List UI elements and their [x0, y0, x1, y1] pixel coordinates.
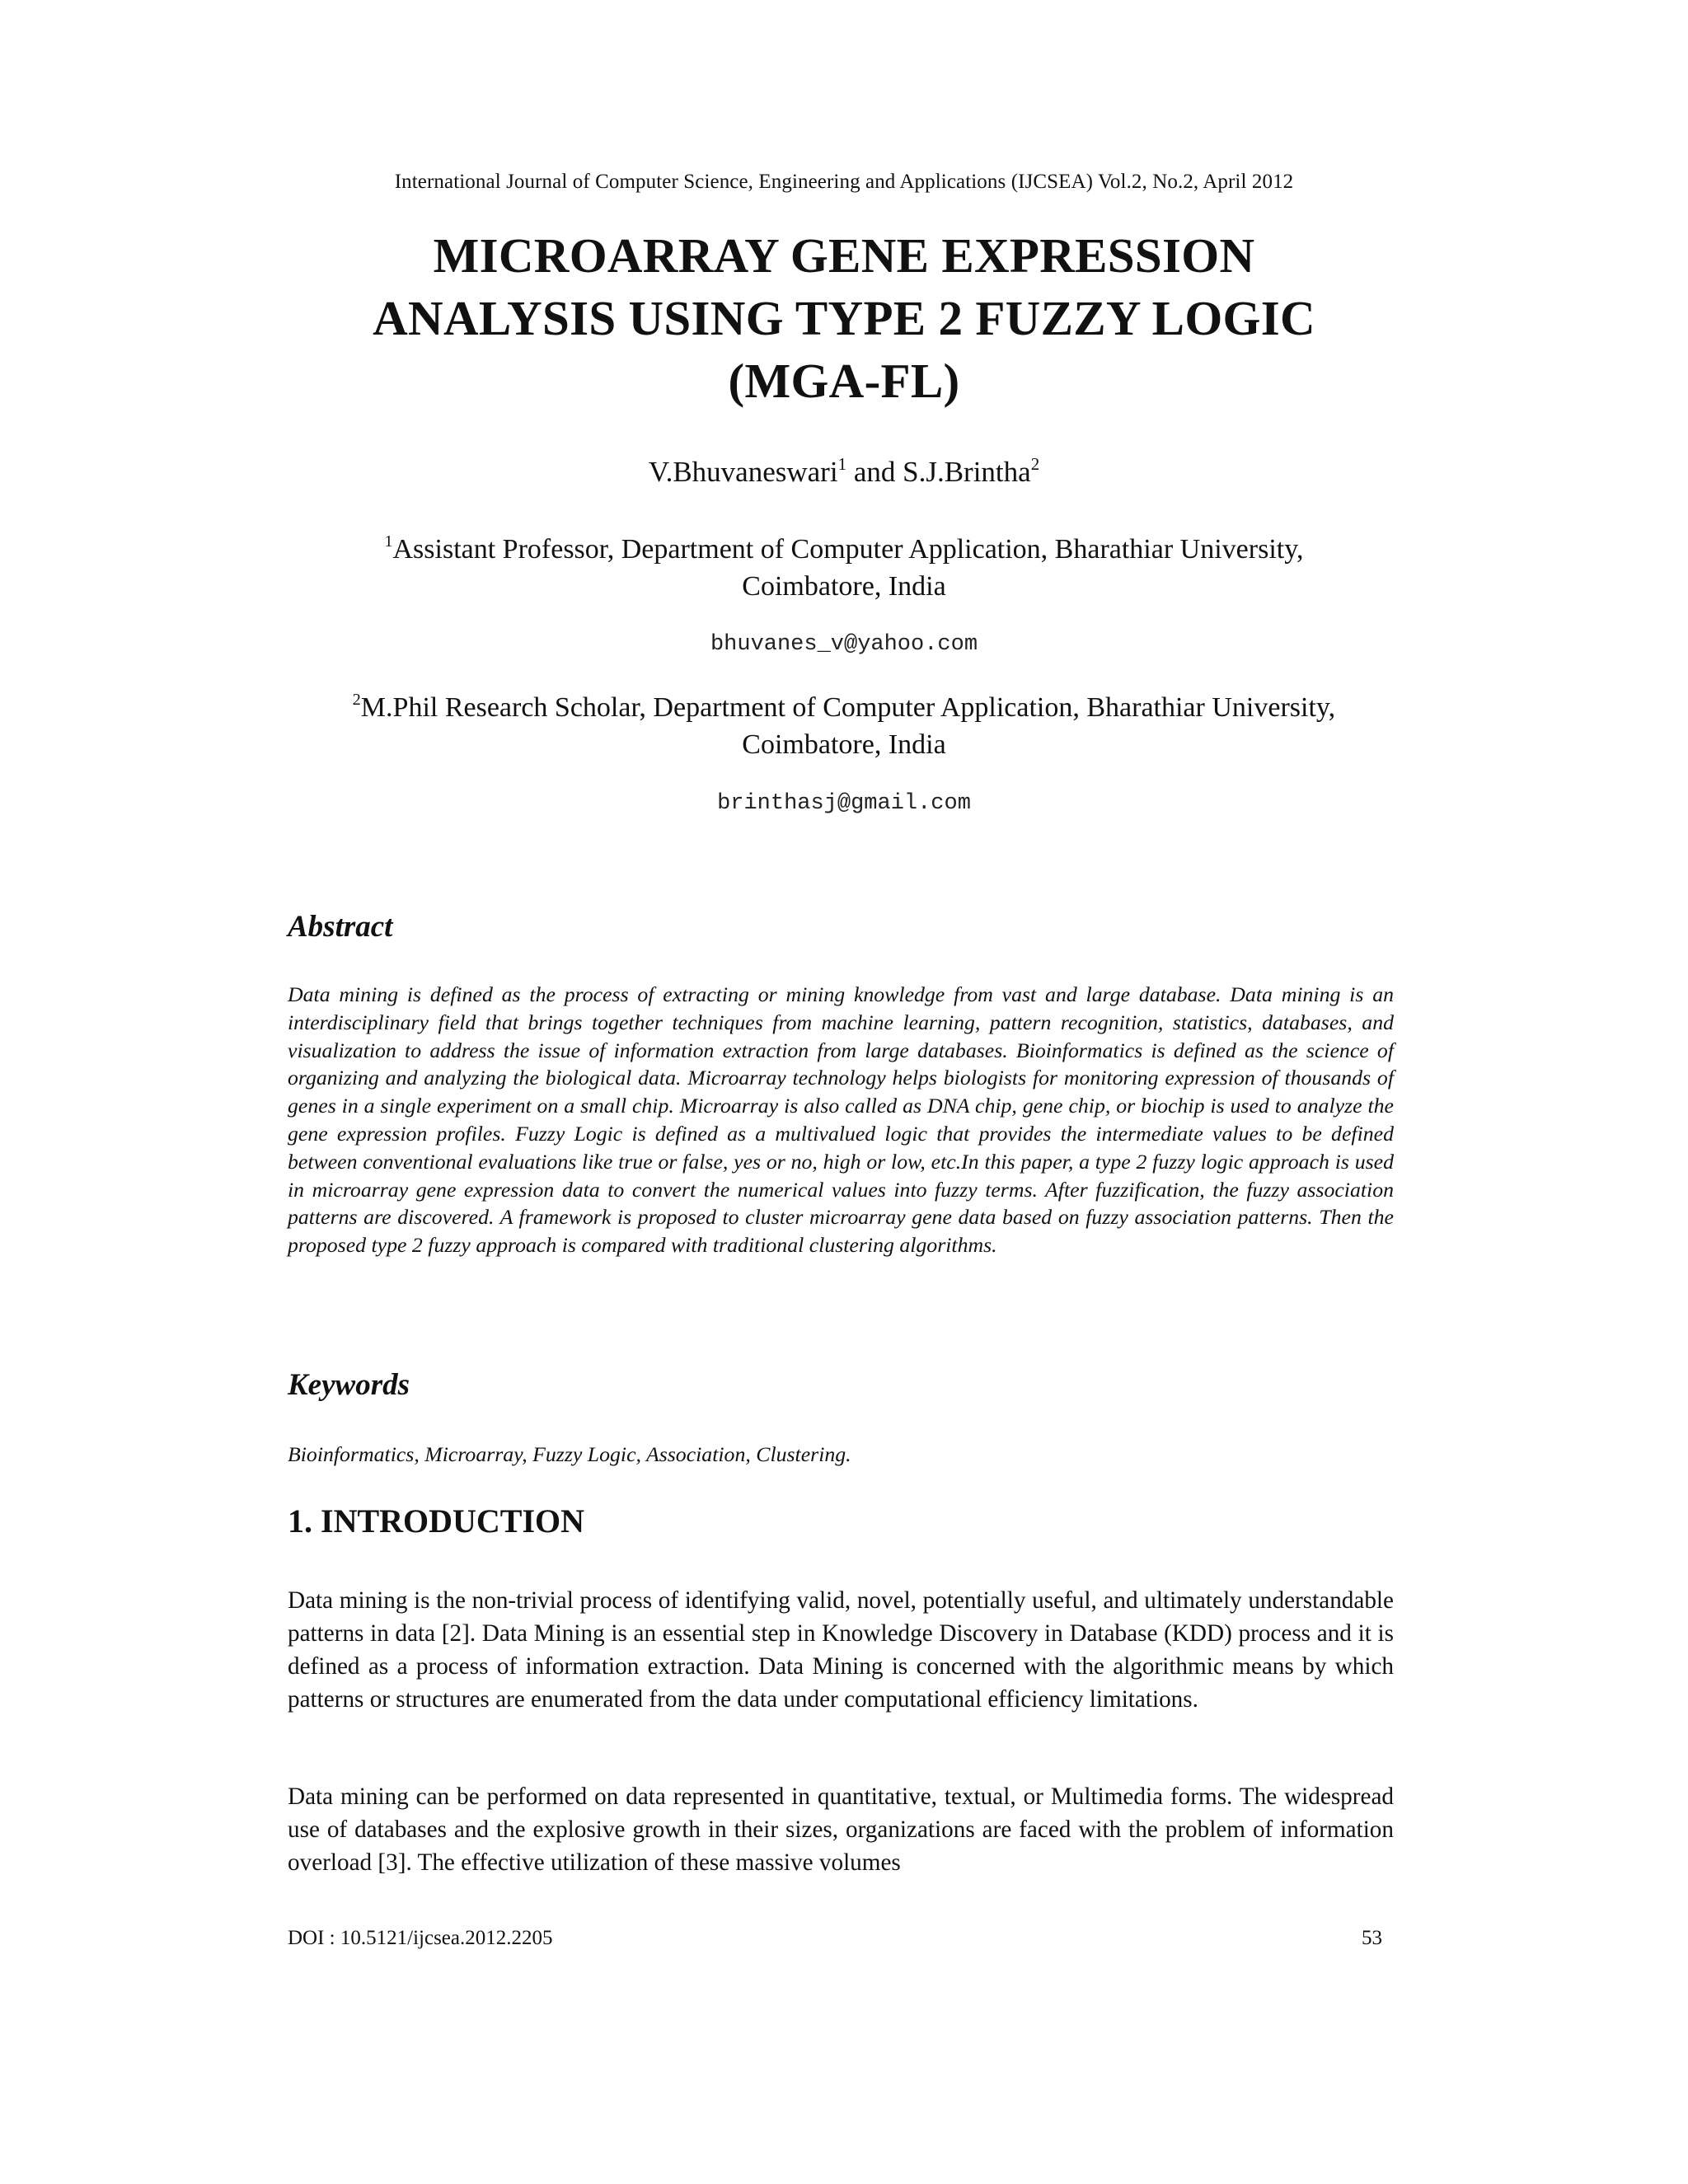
paper-title [0, 224, 1688, 412]
affiliation-1-line-2: Coimbatore, India [742, 571, 946, 602]
introduction-paragraph-1: Data mining is the non-trivial process of identifying valid, novel, potentially useful, and ultimately understandable patterns in data [2]. Data Mining is an essential step in Knowledge Discovery in Database (KDD) process and it is defined as a process of information extraction. Data Mining is concerned with the algorithmic means by which patterns or structures are enumerated from the data under computational efficiency limitations. [288, 1587, 1394, 1713]
author-2-name: S.J.Brintha [903, 456, 1031, 488]
affiliation-2-superscript: 2 [352, 691, 361, 709]
email-author-2: brinthasj@gmail.com [717, 791, 971, 816]
authors-line [0, 456, 1688, 489]
keywords-heading: Keywords [288, 1368, 410, 1402]
page-number: 53 [1362, 1927, 1382, 1949]
introduction-paragraph-2: Data mining can be performed on data represented in quantitative, textual, or Multimedia forms. The widespread use of databases and the explosive growth in their sizes, organizations are faced with the problem of information overload [3]. The effective utilization of these massive volumes [288, 1783, 1394, 1876]
introduction-heading: 1. INTRODUCTION [288, 1502, 585, 1540]
email-author-1: bhuvanes_v@yahoo.com [710, 632, 978, 657]
affiliation-1-superscript: 1 [384, 532, 393, 551]
keywords-text: Bioinformatics, Microarray, Fuzzy Logic, Association, Clustering. [288, 1442, 851, 1466]
author-2-superscript: 2 [1030, 454, 1040, 474]
author-1-name: V.Bhuvaneswari [648, 456, 838, 488]
affiliation-2 [0, 689, 1688, 763]
footer-doi: DOI : 10.5121/ijcsea.2012.2205 [288, 1927, 553, 1949]
journal-header: International Journal of Computer Science, Engineering and Applications (IJCSEA) Vol.2, No.2, April 2012 [394, 171, 1294, 193]
affiliation-2-line-1: M.Phil Research Scholar, Department of Computer Application, Bharathiar University, [360, 692, 1336, 723]
abstract-heading: Abstract [288, 910, 393, 944]
affiliation-1-line-1: Assistant Professor, Department of Computer Application, Bharathiar University, [392, 534, 1304, 565]
abstract-text: Data mining is defined as the process of extracting or mining knowledge from vast and large database. Data mining is an interdisciplinary field that brings together techniques from machine learning, pattern recognition, statistics, databases, and visualization to address the issue of information extraction from large databases. Bioinformatics is defined as the science of organizing and analyzing the biological data. Microarray technology helps biologists for monitoring expression of thousands of genes in a single experiment on a small chip. Microarray is also called as DNA chip, gene chip, or biochip is used to analyze the gene expression profiles. Fuzzy Logic is defined as a multivalued logic that provides the intermediate values to be defined between conventional evaluations like true or false, yes or no, high or low, etc.In this paper, a type 2 fuzzy logic approach is used in microarray gene expression data to convert the numerical values into fuzzy terms. After fuzzification, the fuzzy association patterns are discovered. A framework is proposed to cluster microarray gene data based on fuzzy association patterns. Then the proposed type 2 fuzzy approach is compared with traditional clustering algorithms. [288, 982, 1394, 1258]
title-line-2: ANALYSIS USING TYPE 2 FUZZY LOGIC [373, 291, 1315, 345]
affiliation-2-line-2: Coimbatore, India [742, 729, 946, 760]
author-conjunction: and [846, 456, 903, 488]
title-line-1: MICROARRAY GENE EXPRESSION [433, 228, 1255, 283]
author-1-superscript: 1 [837, 454, 847, 474]
affiliation-1 [0, 531, 1688, 605]
title-line-3: (MGA-FL) [728, 354, 960, 408]
